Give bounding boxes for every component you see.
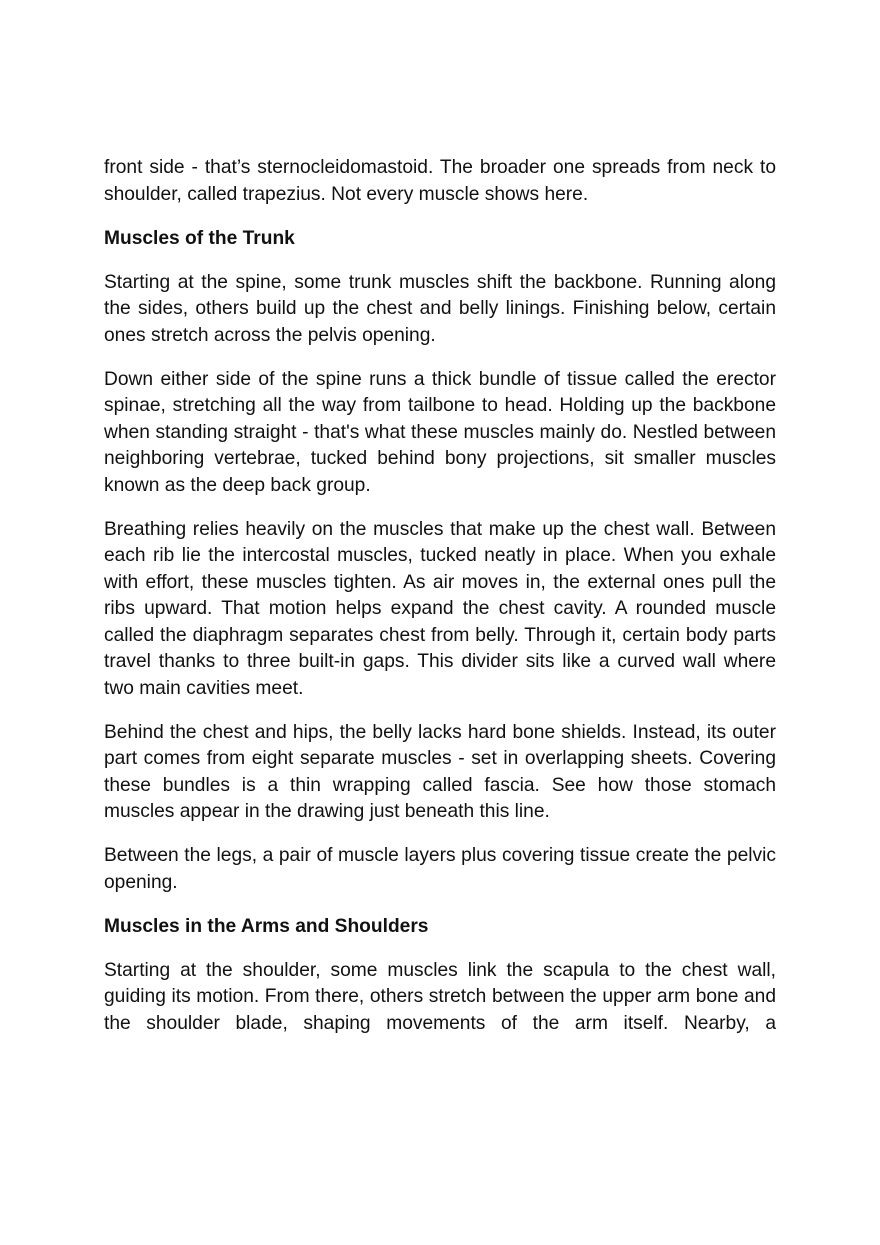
- paragraph-shoulder-muscles: Starting at the shoulder, some muscles link the scapula to the chest wall, guiding its motion. From there, others stretch between the upper arm bone and the shoulder blade, shaping movements of the arm itself. Nearby, a: [104, 959, 776, 1034]
- paragraph-pelvic-opening: Between the legs, a pair of muscle layers plus covering tissue create the pelvic opening.: [104, 845, 776, 893]
- document-body: [104, 155, 776, 1055]
- paragraph-abdominal-wall: Behind the chest and hips, the belly lacks hard bone shields. Instead, its outer part comes from eight separate muscles - set in overlapping sheets. Covering these bundles is a thin wrapping called fascia. See how those stomach muscles appear in the drawing just beneath this line.: [104, 721, 776, 822]
- paragraph-erector-spinae: Down either side of the spine runs a thick bundle of tissue called the erector spinae, stretching all the way from tailbone to head. Holding up the backbone when standing straight - that's what these muscles mainly do. Nestled between neighboring vertebrae, tucked behind bony projections, sit smaller muscles known as the deep back group.: [104, 368, 776, 496]
- paragraph-trunk-intro: Starting at the spine, some trunk muscles shift the backbone. Running along the sides, others build up the chest and belly linings. Finishing below, certain ones stretch across the pelvis opening.: [104, 271, 776, 346]
- section-heading-arms-shoulders: Muscles in the Arms and Shoulders: [104, 915, 429, 937]
- section-heading-trunk: Muscles of the Trunk: [104, 227, 295, 249]
- paragraph-chest-wall: Breathing relies heavily on the muscles that make up the chest wall. Between each rib lie the intercostal muscles, tucked neatly in place. When you exhale with effort, these muscles tighten. As air moves in, the external ones pull the ribs upward. That motion helps expand the chest cavity. A rounded muscle called the diaphragm separates chest from belly. Through it, certain body parts travel thanks to three built-in gaps. This divider sits like a curved wall where two main cavities meet.: [104, 518, 776, 699]
- paragraph-sternocleidomastoid: front side - that’s sternocleidomastoid. The broader one spreads from neck to shoulder, called trapezius. Not every muscle shows here.: [104, 157, 776, 205]
